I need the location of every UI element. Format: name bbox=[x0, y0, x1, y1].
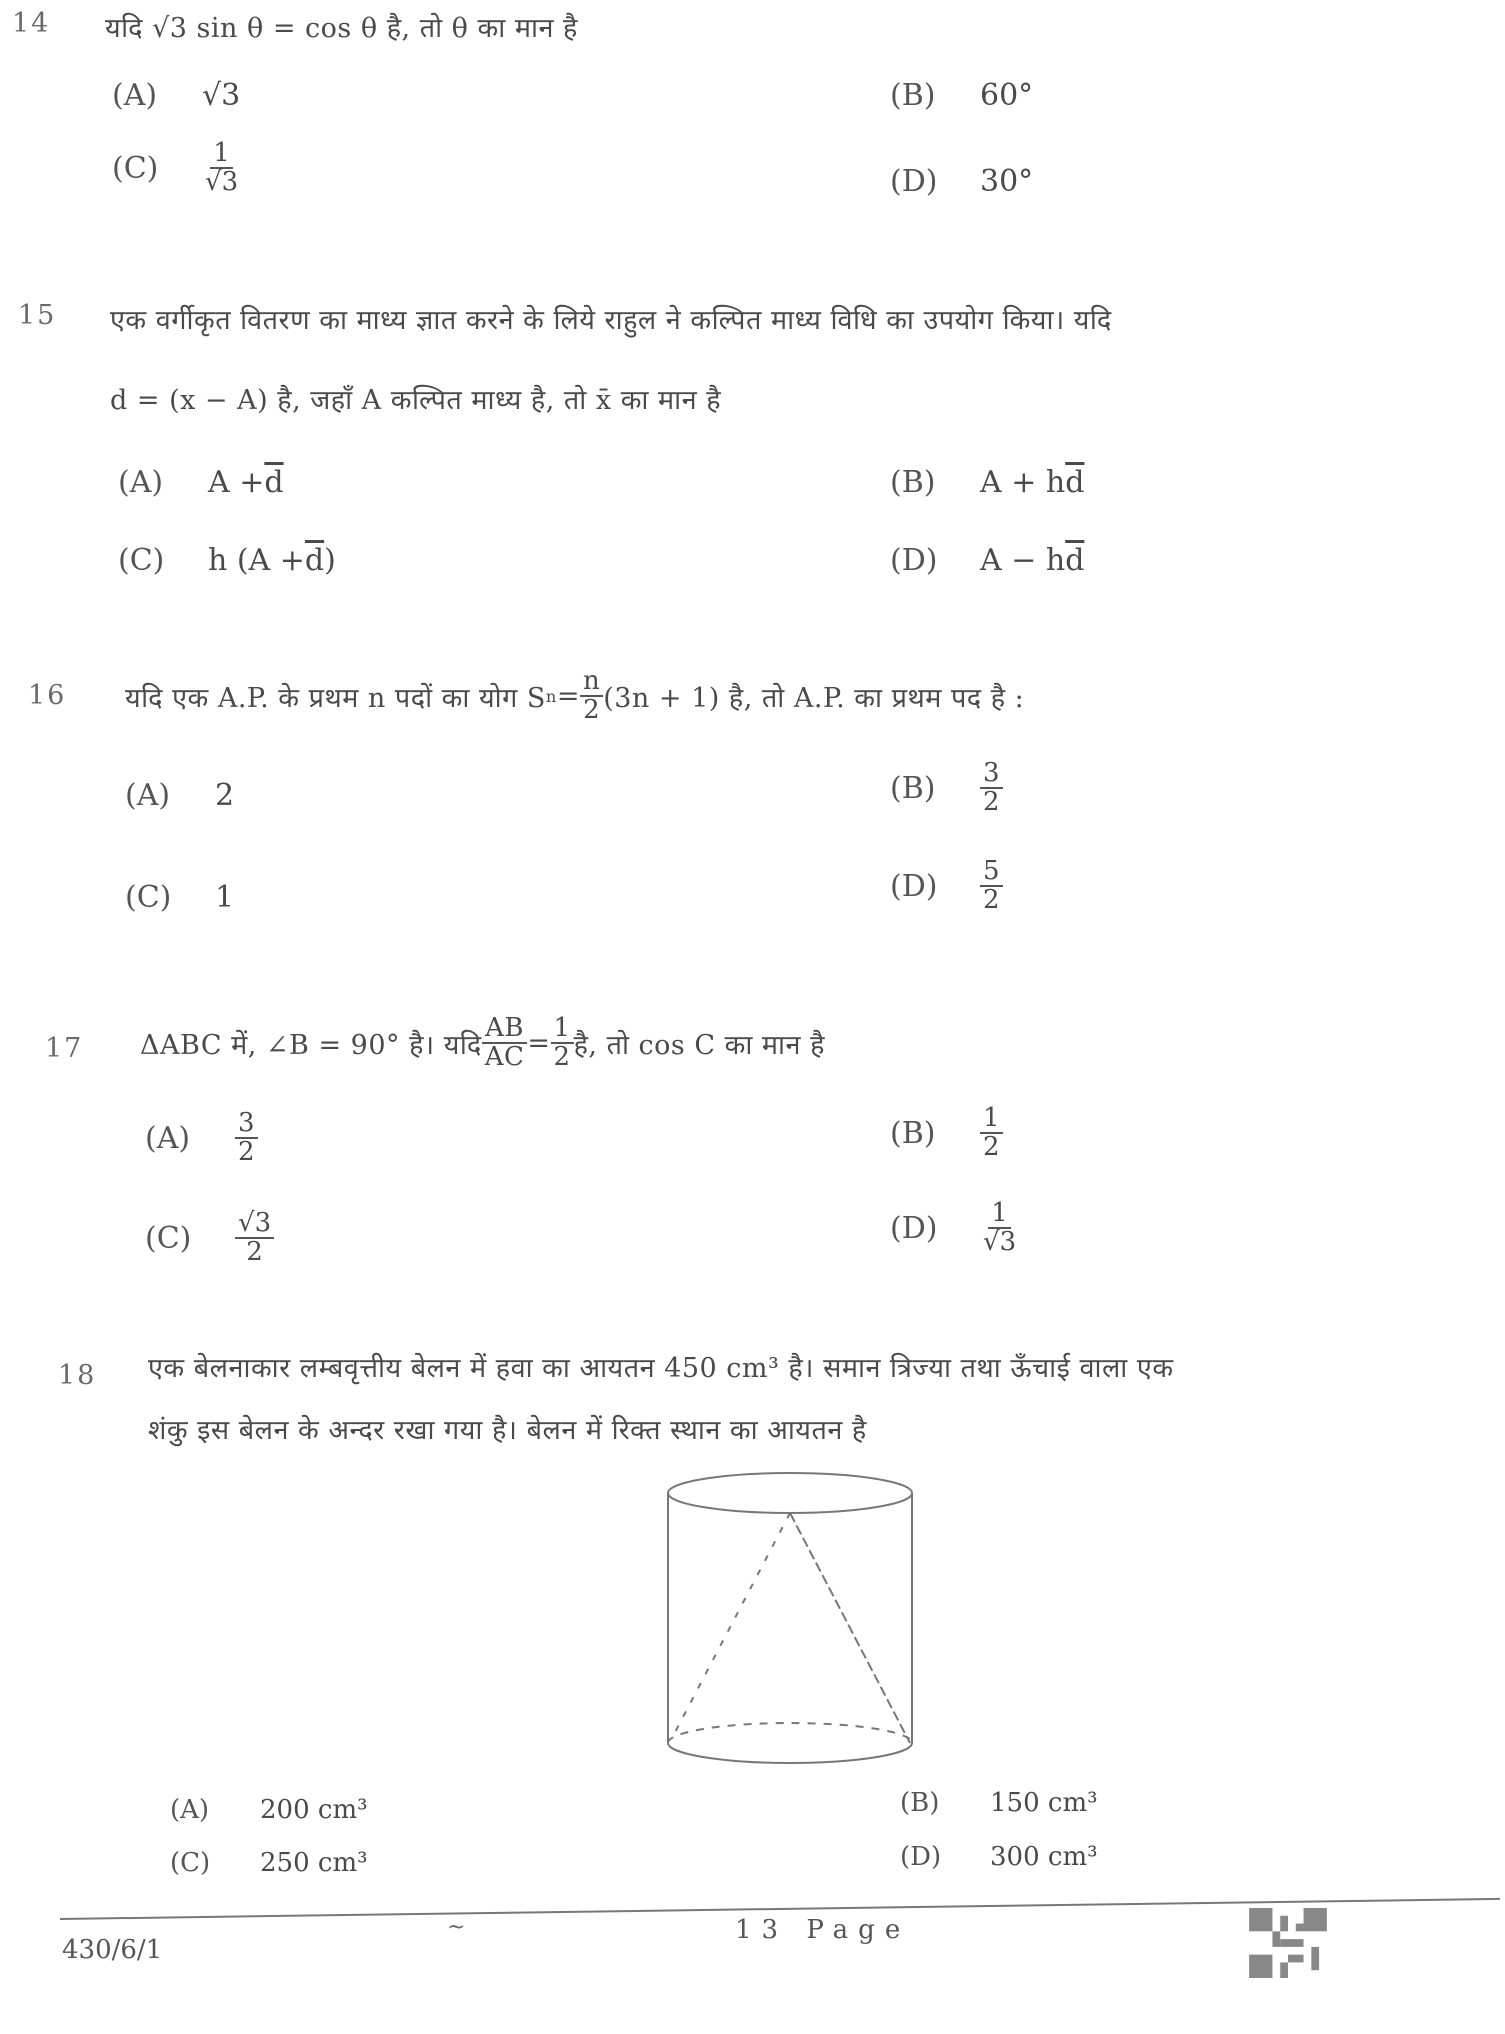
option-label: (D) bbox=[890, 1210, 938, 1246]
option-label: (B) bbox=[890, 78, 936, 113]
denominator: √3 bbox=[983, 1227, 1017, 1258]
option-fraction bbox=[980, 1200, 1019, 1257]
option-label: (B) bbox=[900, 1788, 940, 1818]
option-value: 200 cm³ bbox=[260, 1795, 368, 1825]
option-value: 30° bbox=[980, 164, 1034, 199]
option-d bbox=[890, 543, 1084, 578]
denominator: 2 bbox=[246, 1237, 263, 1268]
numerator: n bbox=[580, 668, 603, 697]
option-fraction bbox=[235, 1110, 258, 1167]
fraction-half bbox=[551, 1015, 574, 1072]
question-number: 15 bbox=[18, 300, 57, 331]
option-label: (D) bbox=[900, 1842, 942, 1872]
option-label: (B) bbox=[890, 770, 936, 806]
option-value: 300 cm³ bbox=[990, 1842, 1098, 1872]
denominator: 2 bbox=[238, 1137, 255, 1168]
question-number: 14 bbox=[12, 8, 51, 39]
denominator: 2 bbox=[553, 1042, 571, 1073]
question-text-line2: d = (x − A) है, जहाँ A कल्पित माध्य है, तो x̄ का मान है bbox=[110, 385, 722, 416]
option-a bbox=[125, 778, 234, 813]
option-label: (D) bbox=[890, 543, 938, 578]
option-label: (C) bbox=[118, 543, 165, 578]
question-number: 16 bbox=[28, 680, 67, 711]
option-d bbox=[890, 1200, 1019, 1257]
option-label: (A) bbox=[118, 465, 164, 500]
option-value-post: ) bbox=[324, 543, 336, 578]
question-text-line1: एक बेलनाकार लम्बवृत्तीय बेलन में हवा का आयतन 450 cm³ है। समान त्रिज्या तथा ऊँचाई वाला एक bbox=[148, 1353, 1174, 1384]
option-label: (A) bbox=[112, 78, 158, 113]
option-value: h (A + bbox=[208, 543, 305, 578]
option-label: (B) bbox=[890, 1115, 936, 1151]
option-fraction bbox=[980, 1105, 1003, 1162]
fraction-ab-ac bbox=[482, 1015, 528, 1072]
option-b bbox=[890, 465, 1084, 500]
option-label: (A) bbox=[145, 1120, 191, 1156]
option-value: A + bbox=[208, 465, 265, 500]
option-value-bar: $\overline{d}$ bbox=[264, 465, 284, 500]
option-c bbox=[145, 1210, 274, 1267]
denominator: AC bbox=[484, 1042, 525, 1073]
option-b bbox=[890, 760, 1003, 817]
numerator: 5 bbox=[980, 858, 1003, 887]
question-text bbox=[125, 668, 1024, 725]
numerator: 1 bbox=[988, 1200, 1011, 1229]
question-text: यदि √3 sin θ = cos θ है, तो θ का मान है bbox=[105, 13, 578, 44]
cylinder-bottom-back bbox=[668, 1723, 912, 1743]
fraction bbox=[580, 668, 603, 725]
numerator: √3 bbox=[235, 1210, 274, 1239]
cone-right-slant bbox=[790, 1513, 910, 1743]
question-text-post: (3n + 1) है, तो A.P. का प्रथम पद है : bbox=[603, 682, 1025, 714]
footer-mark: ~ bbox=[447, 1915, 466, 1940]
paper-code: 430/6/1 bbox=[62, 1935, 163, 1965]
option-c bbox=[170, 1848, 368, 1878]
option-c bbox=[125, 880, 234, 915]
option-c bbox=[118, 543, 336, 578]
denominator: 2 bbox=[983, 787, 1000, 818]
denominator: 2 bbox=[583, 695, 601, 726]
cone-inside-cylinder-figure bbox=[650, 1468, 930, 1778]
option-a bbox=[118, 465, 284, 500]
option-value: 150 cm³ bbox=[990, 1788, 1098, 1818]
option-d bbox=[890, 858, 1003, 915]
option-c bbox=[112, 140, 241, 197]
numerator: 1 bbox=[551, 1015, 574, 1044]
option-b bbox=[890, 1105, 1003, 1162]
option-d bbox=[900, 1842, 1098, 1872]
qr-code-icon bbox=[1248, 1908, 1328, 1978]
option-fraction bbox=[980, 858, 1003, 915]
denominator: √3 bbox=[205, 167, 239, 198]
equals: = bbox=[556, 680, 580, 712]
question-text-pre: ΔABC में, ∠B = 90° है। यदि bbox=[140, 1029, 482, 1061]
subscript: n bbox=[545, 686, 557, 706]
option-value-bar: $\overline{d}$ bbox=[1065, 465, 1085, 500]
option-value: 2 bbox=[215, 778, 235, 813]
option-d bbox=[890, 164, 1033, 199]
option-value: A + h bbox=[980, 465, 1066, 500]
option-value: A − h bbox=[980, 543, 1066, 578]
question-text-line1: एक वर्गीकृत वितरण का माध्य ज्ञात करने के लिये राहुल ने कल्पित माध्य विधि का उपयोग किया। यदि bbox=[110, 305, 1112, 336]
cylinder-top-ellipse bbox=[668, 1473, 912, 1513]
question-text bbox=[140, 1015, 825, 1072]
question-number: 17 bbox=[45, 1033, 84, 1064]
cylinder-bottom-front bbox=[668, 1743, 912, 1763]
option-label: (C) bbox=[145, 1220, 192, 1256]
option-value-bar: $\overline{d}$ bbox=[1065, 543, 1085, 578]
numerator: 1 bbox=[210, 140, 233, 169]
option-a bbox=[112, 78, 240, 113]
option-label: (B) bbox=[890, 465, 936, 500]
denominator: 2 bbox=[983, 885, 1000, 916]
cone-left-slant bbox=[672, 1513, 790, 1738]
numerator: 3 bbox=[980, 760, 1003, 789]
option-value: 1 bbox=[215, 880, 235, 915]
question-text-post: है, तो cos C का मान है bbox=[573, 1029, 825, 1061]
option-label: (C) bbox=[170, 1848, 211, 1878]
option-label: (D) bbox=[890, 868, 938, 904]
option-b bbox=[890, 78, 1033, 113]
option-label: (A) bbox=[125, 778, 171, 813]
equals: = bbox=[527, 1027, 551, 1059]
question-text-line2: शंकु इस बेलन के अन्दर रखा गया है। बेलन में रिक्त स्थान का आयतन है bbox=[148, 1415, 867, 1446]
option-value-bar: $\overline{d}$ bbox=[304, 543, 325, 578]
option-value: √3 bbox=[202, 78, 241, 113]
option-fraction bbox=[235, 1210, 274, 1267]
option-a bbox=[170, 1795, 368, 1825]
question-text-pre: यदि एक A.P. के प्रथम n पदों का योग S bbox=[125, 682, 546, 714]
numerator: 1 bbox=[980, 1105, 1003, 1134]
option-label: (C) bbox=[112, 150, 159, 186]
numerator: AB bbox=[482, 1015, 527, 1044]
question-number: 18 bbox=[58, 1360, 97, 1391]
option-fraction bbox=[980, 760, 1003, 817]
option-label: (A) bbox=[170, 1795, 210, 1825]
option-b bbox=[900, 1788, 1098, 1818]
option-a bbox=[145, 1110, 258, 1167]
option-value: 60° bbox=[980, 78, 1034, 113]
option-fraction bbox=[202, 140, 241, 197]
denominator: 2 bbox=[983, 1132, 1000, 1163]
page-number: 13 Page bbox=[735, 1915, 911, 1945]
numerator: 3 bbox=[235, 1110, 258, 1139]
option-value: 250 cm³ bbox=[260, 1848, 368, 1878]
option-label: (D) bbox=[890, 164, 938, 199]
option-label: (C) bbox=[125, 880, 172, 915]
